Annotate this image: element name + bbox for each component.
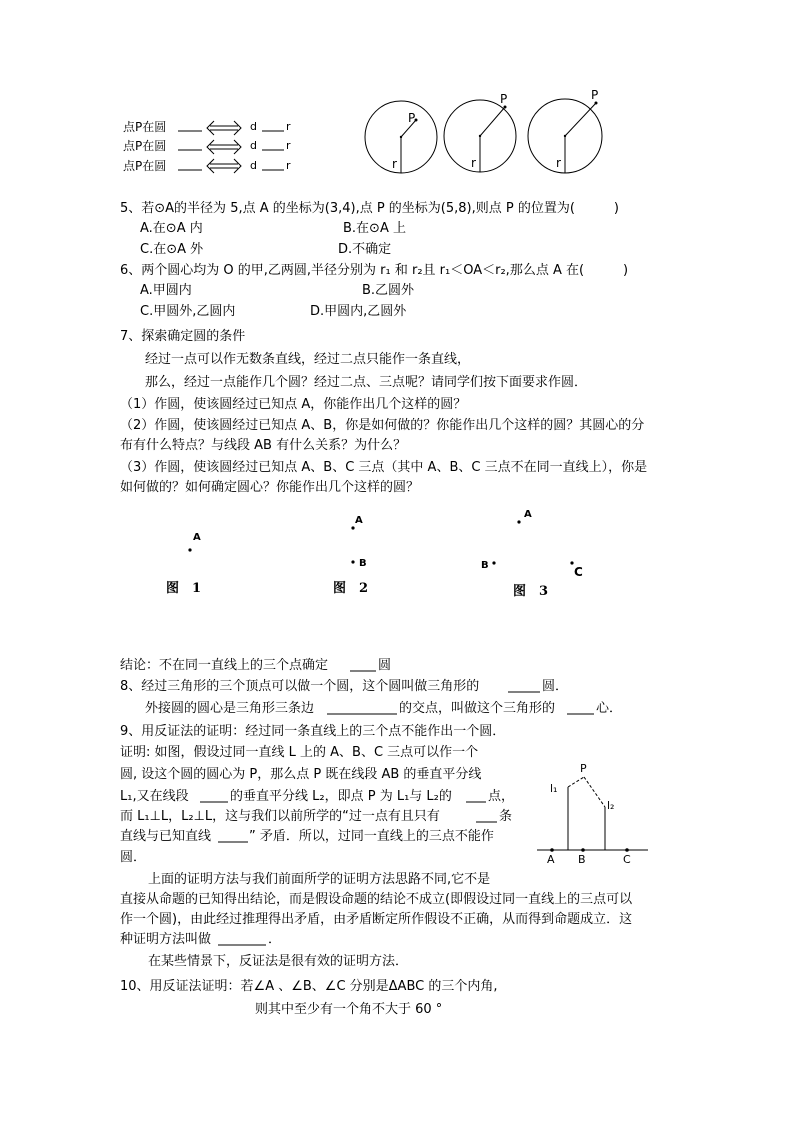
q10-line-2: 则其中至少有一个角不大于 60 °: [255, 1002, 443, 1017]
proof-c-label: C: [623, 853, 631, 866]
q9-line-3: 圆, 设这个圆的圆心为 P，那么点 P 既在线段 AB 的垂直平分线: [120, 767, 482, 782]
circle3-r-label: r: [556, 156, 561, 170]
q7-line-4: （2）作圆，使该圆经过已知点 A、B，你是如何做的？你能作出几个这样的圆？其圆心的分: [120, 418, 645, 433]
fig3-a-label: A: [524, 509, 532, 520]
q9-line-4c: 点，: [488, 789, 515, 804]
q5-option-a: A.在⊙A 内: [140, 221, 203, 236]
q9-line-4b: 的垂直平分线 L₂，即点 P 为 L₁与 L₂的: [230, 789, 452, 804]
q7-line-3: （1）作圆，使该圆经过已知点 A，你能作出几个这样的圆？: [120, 397, 467, 412]
q10-line-1: 10、用反证法证明：若∠A 、∠B、∠C 分别是ΔABC 的三个内角,: [120, 979, 498, 994]
q9-line-5a: 而 L₁⊥L，L₂⊥L，这与我们以前所学的“过一点有且只有: [120, 809, 440, 824]
q9-para-4b: ．: [268, 932, 282, 947]
proof-a-label: A: [547, 853, 555, 866]
q7-line-5: 布有什么特点？与线段 AB 有什么关系？为什么？: [120, 438, 407, 453]
q7-title: 7、探索确定圆的条件: [120, 329, 246, 344]
conclusion-text: 结论：不在同一直线上的三个点确定: [120, 658, 329, 673]
pos-row-3-d: d: [250, 159, 257, 172]
pos-row-2-d: d: [250, 139, 257, 152]
q5-stem: 5、若⊙A的半径为 5,点 A 的坐标为(3,4),点 P 的坐标为(5,8),则点 P 的位置为( ): [120, 201, 620, 216]
pos-row-1-d: d: [250, 120, 257, 133]
q7-line-1: 经过一点可以作无数条直线，经过二点只能作一条直线，: [145, 352, 471, 367]
double-arrow-icon: [207, 159, 241, 173]
fig3-point-a: [517, 520, 520, 523]
q9-line-6a: 直线与已知直线: [120, 829, 212, 844]
fig1-a-label: A: [193, 532, 201, 543]
proof-l1-label: l₁: [550, 782, 558, 795]
pos-row-3-r: r: [286, 159, 291, 172]
fig3-point-b: [492, 561, 495, 564]
circle1-r-label: r: [392, 157, 397, 171]
q9-line-1: 9、用反证法的证明：经过同一条直线上的三个点不能作出一个圆．: [120, 724, 506, 739]
pos-row-3-text: 点P在圆: [123, 159, 167, 173]
q9-line-4a: L₁,又在线段: [120, 789, 189, 804]
q5-option-c: C.在⊙A 外: [140, 242, 204, 257]
q9-para-2: 直接从命题的已知得出结论，而是假设命题的结论不成立(即假设过同一直线上的三点可以: [120, 892, 633, 907]
q9-para-5: 在某些情景下，反证法是很有效的证明方法．: [148, 954, 409, 969]
double-arrow-icon: [207, 121, 241, 135]
fig2-point-b: [351, 560, 354, 563]
fig3-c-label: C: [574, 565, 583, 579]
q7-line-6: （3）作圆，使该圆经过已知点 A、B、C 三点（其中 A、B、C 三点不在同一直线上），你是: [120, 460, 648, 475]
q9-line-6b: ” 矛盾．所以，过同一直线上的三点不能作: [249, 829, 494, 844]
q8-line-2b: 的交点，叫做这个三角形的: [399, 701, 556, 716]
q9-para-3: 作一个圆)，由此经过推理得出矛盾，由矛盾断定所作假设不正确，从而得到命题成立．这: [120, 912, 633, 927]
q8-line-1b: 圆．: [542, 679, 569, 694]
q9-line-5b: 条: [499, 809, 513, 824]
q6-option-a: A.甲圆内: [140, 283, 192, 298]
q7-line-7: 如何做的？如何确定圆心？你能作出几个这样的圆？: [120, 480, 420, 495]
circle1-p-label: P: [408, 111, 416, 125]
fig2-caption: 图 2: [333, 581, 369, 596]
fig2-b-label: B: [359, 558, 367, 569]
q6-option-d: D.甲圆内,乙圆外: [310, 304, 407, 319]
q7-line-2: 那么，经过一点能作几个圆？经过二点、三点呢？请同学们按下面要求作圆．: [145, 375, 588, 390]
pos-row-1-text: 点P在圆: [123, 120, 167, 134]
q5-option-b: B.在⊙A 上: [343, 221, 406, 236]
q9-line-2: 证明: 如图，假设过同一直线 L 上的 A、B、C 三点可以作一个: [120, 745, 479, 760]
q9-para-1: 上面的证明方法与我们前面所学的证明方法思路不同,它不是: [148, 872, 491, 887]
proof-p-label: P: [580, 762, 587, 775]
fig1-caption: 图 1: [166, 581, 202, 596]
q9-para-4a: 种证明方法叫做: [120, 932, 212, 947]
circle2-r-label: r: [471, 156, 476, 170]
pos-row-2-r: r: [286, 139, 291, 152]
double-arrow-icon: [207, 140, 241, 154]
circle2-p-label: P: [500, 92, 508, 106]
fig1-point-a: [188, 548, 191, 551]
fig2-point-a: [351, 526, 354, 529]
circle3-p-label: P: [591, 88, 599, 102]
q6-stem: 6、两个圆心均为 O 的甲,乙两圆,半径分别为 r₁ 和 r₂且 r₁＜OA＜r₂,那么点 A 在( ): [120, 263, 629, 278]
q6-option-b: B.乙圆外: [362, 283, 415, 298]
q8-line-2a: 外接圆的圆心是三角形三条边: [145, 701, 315, 716]
fig2-a-label: A: [355, 515, 363, 526]
pos-row-1-r: r: [286, 120, 291, 133]
q9-line-7: 圆．: [120, 850, 147, 865]
q8-line-2c: 心．: [596, 701, 623, 716]
fig3-caption: 图 3: [513, 584, 549, 599]
q5-option-d: D.不确定: [338, 242, 392, 257]
fig3-b-label: B: [481, 560, 489, 571]
q8-line-1a: 8、经过三角形的三个顶点可以做一个圆，这个圆叫做三角形的: [120, 679, 480, 694]
q6-option-c: C.甲圆外,乙圆内: [140, 304, 236, 319]
proof-l2-label: l₂: [607, 799, 615, 812]
proof-b-label: B: [578, 853, 586, 866]
conclusion-tail: 圆: [378, 658, 392, 673]
pos-row-2-text: 点P在圆: [123, 139, 167, 153]
